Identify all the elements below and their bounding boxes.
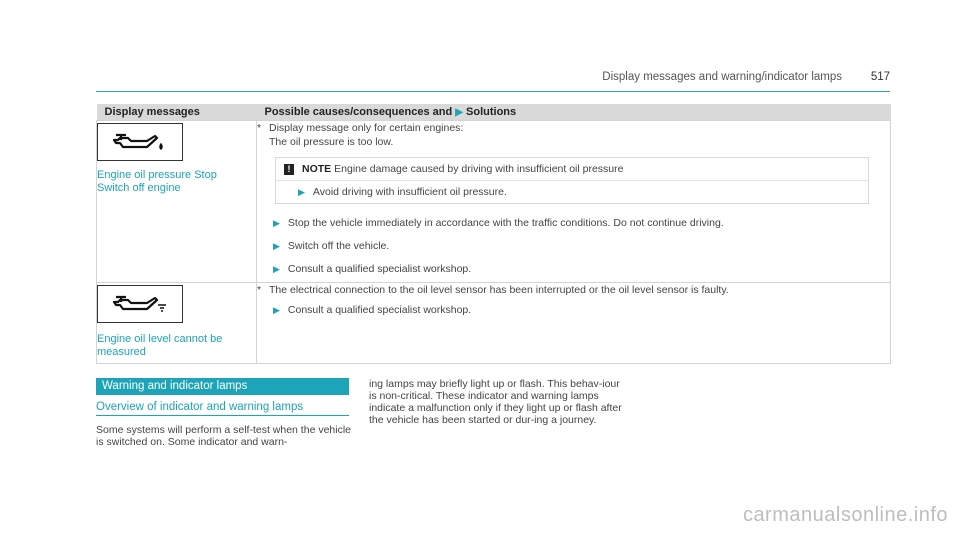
- note-step: Avoid driving with insufficient oil pressure.: [312, 186, 507, 198]
- arrow-right-icon: ▶: [273, 218, 280, 228]
- solution-step-text: Switch off the vehicle.: [287, 240, 390, 252]
- col-header-display-messages: Display messages: [97, 104, 257, 121]
- solution-step: [257, 216, 890, 230]
- message-text: [97, 333, 256, 359]
- col-header-solutions-text: Solutions: [466, 106, 517, 118]
- section-heading: Warning and indicator lamps: [96, 378, 349, 395]
- oil-can-icon: [97, 123, 183, 161]
- arrow-right-icon: ▶: [273, 264, 280, 274]
- footnote-star: *: [257, 284, 262, 296]
- cause-text: Display message only for certain engines:: [269, 122, 464, 134]
- section-subheading: Overview of indicator and warning lamps: [96, 401, 349, 416]
- arrow-right-icon: ▶: [273, 305, 280, 315]
- table-row: [97, 283, 891, 364]
- note-label: NOTE: [302, 163, 332, 175]
- col-header-causes: [257, 104, 891, 121]
- cause-text: The oil pressure is too low.: [269, 136, 394, 148]
- solution-step: [257, 239, 890, 253]
- message-cell: [97, 283, 257, 364]
- warning-icon: !: [284, 164, 294, 175]
- cause-cell: [257, 283, 891, 364]
- message-line: Engine oil pressure Stop: [97, 169, 217, 181]
- page-number: 517: [870, 71, 890, 83]
- table-row: [97, 121, 891, 283]
- running-title: Display messages and warning/indicator lamps: [602, 71, 842, 83]
- body-paragraph: Some systems will perform a self-test when the vehicle is switched on. Some indicator and warn-: [96, 424, 352, 448]
- message-cell: [97, 121, 257, 283]
- table-header-row: [97, 104, 891, 121]
- solution-step-text: Consult a qualified specialist workshop.: [287, 263, 472, 275]
- solution-step: [257, 262, 890, 276]
- body-paragraph: ing lamps may briefly light up or flash. This behav-iour is non-critical. These indicator and warning lamps indicate a malfunction only if they light up or flash after the vehicle has been started or dur-ing a journey.: [369, 378, 622, 426]
- message-line: Engine oil level cannot be: [97, 333, 223, 345]
- message-line: measured: [97, 346, 146, 358]
- note-box: [275, 157, 869, 204]
- arrow-right-icon: ▶: [273, 241, 280, 251]
- note-title-row: [276, 158, 868, 180]
- solution-step: [257, 303, 890, 317]
- page-header: [96, 71, 890, 92]
- footnote-star: *: [257, 122, 262, 134]
- arrow-right-icon: ▶: [298, 187, 305, 197]
- note-title: Engine damage caused by driving with insufficient oil pressure: [334, 163, 624, 175]
- arrow-right-icon: ▶: [455, 107, 463, 118]
- display-messages-table: [96, 104, 891, 364]
- message-line: Switch off engine: [97, 182, 181, 194]
- oil-level-icon: [97, 285, 183, 323]
- note-step-row: [276, 180, 868, 203]
- message-text: [97, 169, 256, 195]
- cause-text: The electrical connection to the oil level sensor has been interrupted or the oil level sensor is faulty.: [269, 284, 729, 296]
- cause-cell: [257, 121, 891, 283]
- solution-step-text: Stop the vehicle immediately in accordance with the traffic conditions. Do not continue driving.: [287, 217, 724, 229]
- watermark: carmanualsonline.info: [742, 504, 948, 526]
- col-header-causes-text: Possible causes/consequences and: [264, 106, 453, 118]
- solution-step-text: Consult a qualified specialist workshop.: [287, 304, 472, 316]
